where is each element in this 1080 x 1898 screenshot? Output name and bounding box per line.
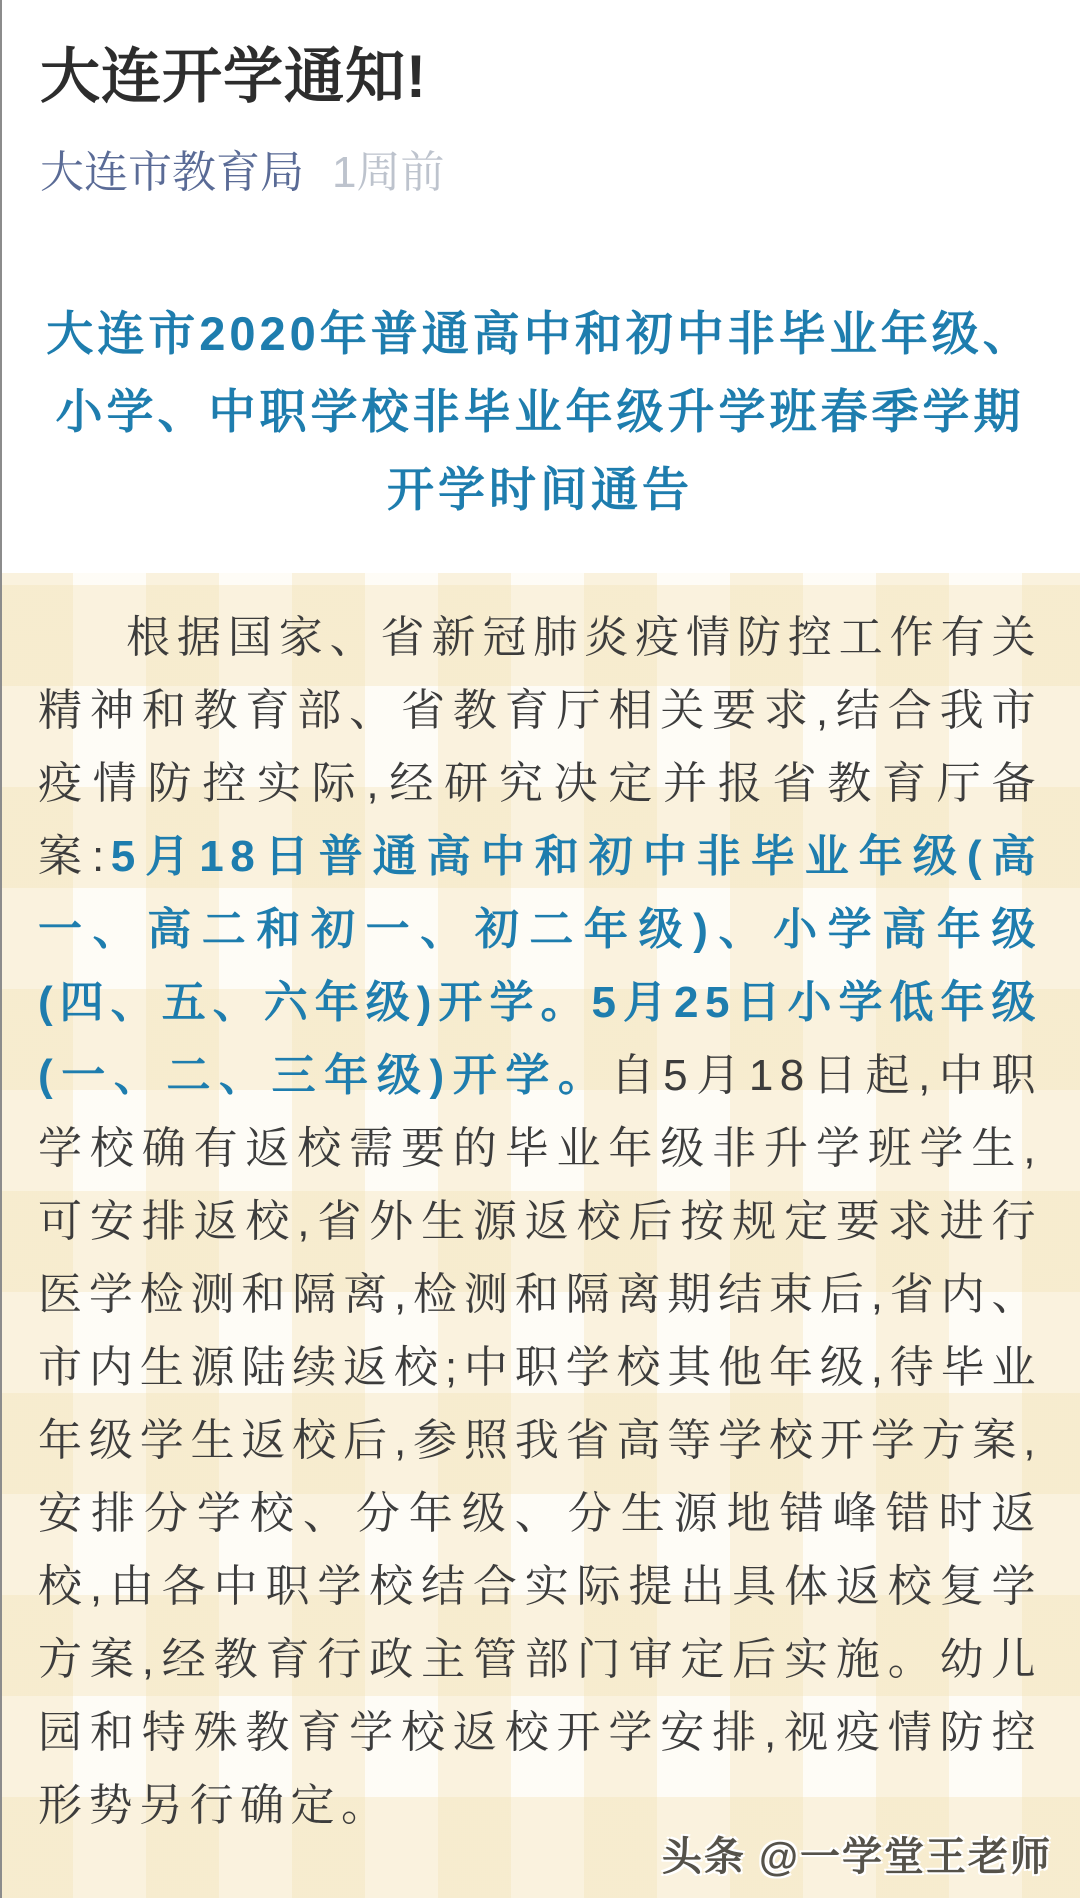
body-segment-intro: 根据国家、省新冠肺炎疫情防控工作有关精神和教育部、省教育厅相关要求,结合我市疫情防控实际,经研究决定并报省教育厅备案: <box>38 613 1042 882</box>
author-link[interactable]: 大连市教育局 <box>40 148 304 197</box>
notice-heading <box>0 295 1080 529</box>
publish-time: 1周前 <box>332 148 445 197</box>
notice-heading-line-3: 开学时间通告 <box>387 463 693 517</box>
article-title: 大连开学通知! <box>40 43 427 110</box>
notice-heading-line-2: 小学、中职学校非毕业年级升学班春季学期 <box>55 385 1025 439</box>
notice-paragraph <box>38 601 1042 1842</box>
body-segment-rest: 自5月18日起,中职学校确有返校需要的毕业年级非升学班学生,可安排返校,省外生源返校后按规定要求进行医学检测和隔离,检测和隔离期结束后,省内、市内生源陆续返校;中职学校其他年级,待毕业年级学生返校后,参照我省高等学校开学方案,安排分学校、分年级、分生源地错峰错时返校,由各中职学校结合实际提出具体返校复学方案,经教育行政主管部门审定后实施。幼儿园和特殊教育学校返校开学安排,视疫情防控形势另行确定。 <box>38 1051 1043 1831</box>
article-meta <box>40 149 1040 197</box>
toutiao-watermark: 头条 @一学堂王老师 <box>661 1835 1052 1879</box>
article-body <box>0 573 1080 1898</box>
screen-edge-line <box>0 0 2 1898</box>
body-segment-highlight: 5月18日普通高中和初中非毕业年级(高一、高二和初一、初二年级)、小学高年级(四、五、六年级)开学。5月25日小学低年级(一、二、三年级)开学。 <box>38 832 1042 1101</box>
notice-heading-line-1: 大连市2020年普通高中和初中非毕业年级、 <box>46 307 1034 361</box>
article-header <box>0 0 1080 197</box>
